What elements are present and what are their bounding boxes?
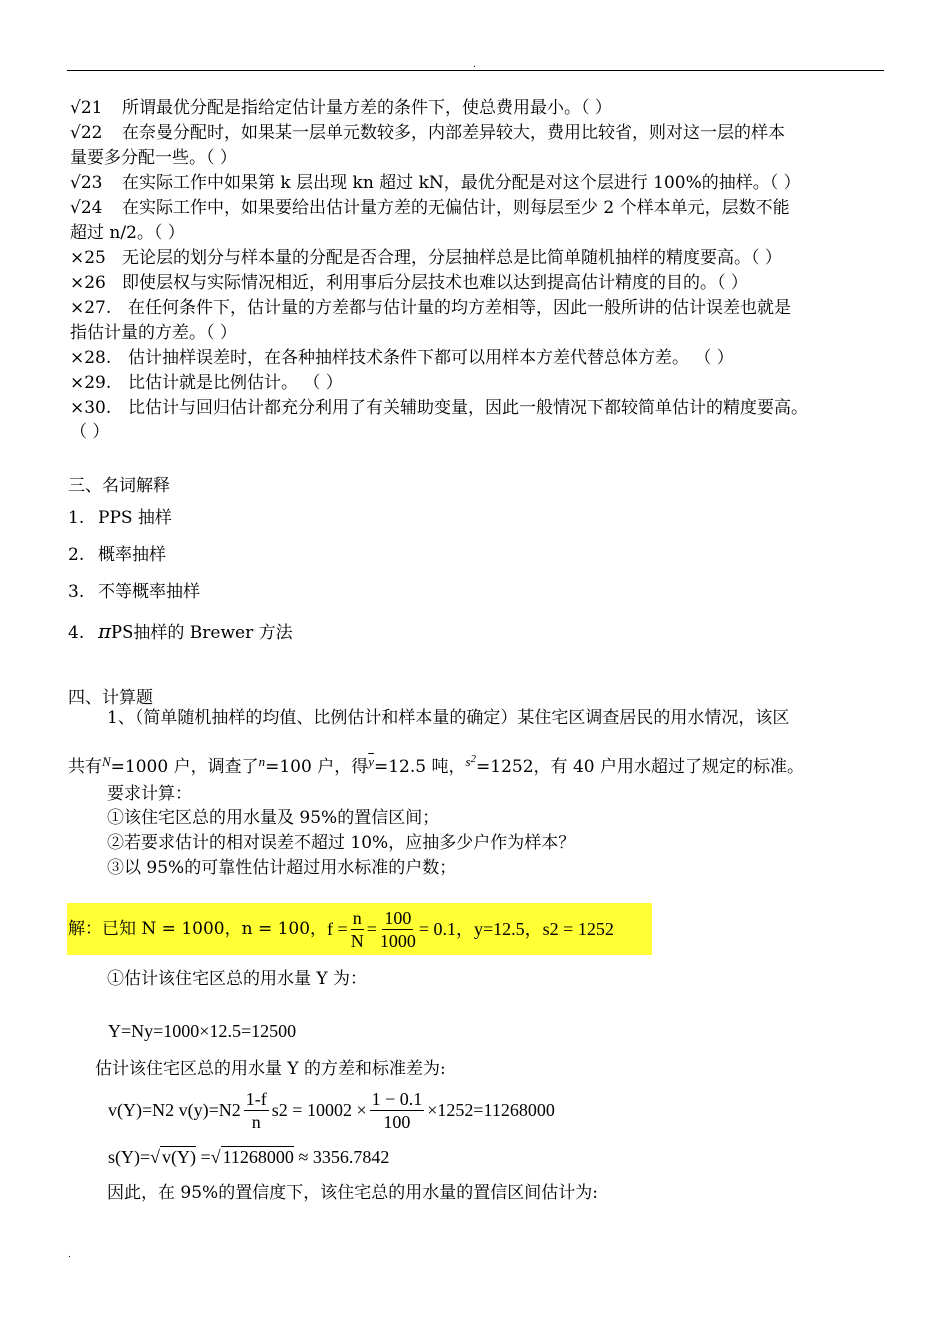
judgement-text: 超过 n/2。（ ） xyxy=(70,223,185,243)
var-ybar: y xyxy=(368,754,374,769)
judgement-line xyxy=(70,347,734,369)
judgement-line xyxy=(70,322,237,344)
page-mark-bottom: . xyxy=(68,1250,71,1260)
term-number: 4. xyxy=(68,623,85,643)
term-text: PPS 抽样 xyxy=(98,508,172,528)
term-number: 1. xyxy=(68,508,85,528)
judgement-mark: √24 xyxy=(70,198,103,218)
judgement-mark: ×30. xyxy=(70,398,112,418)
judgement-mark: ×25 xyxy=(70,248,106,268)
judgement-line xyxy=(70,397,808,419)
judgement-mark: ×26 xyxy=(70,273,106,293)
judgement-line xyxy=(70,97,612,119)
requirement-item: ①该住宅区总的用水量及 95%的置信区间； xyxy=(107,808,440,828)
judgement-line xyxy=(70,297,791,319)
header-rule xyxy=(67,70,884,71)
var-N: N xyxy=(102,754,111,769)
judgement-text: （ ） xyxy=(70,422,110,442)
term-item xyxy=(68,618,293,644)
term-text: 抽样的 Brewer 方法 xyxy=(133,623,293,643)
question-line: 共有$^N$=1000 户，调查了$^n$=100 户，得$^{\overline{y}}$=12.5 吨，$^{s2}$=1252，有 40 户用水超过了规定的标准。 xyxy=(68,753,804,777)
formula-sd: s(Y)=√ v(Y) =√ 11268000 ≈ 3356.7842 xyxy=(108,1147,390,1167)
judgement-line xyxy=(70,197,790,219)
judgement-mark: ×27. xyxy=(70,298,112,318)
term-item xyxy=(68,540,166,565)
ps-text: PS xyxy=(111,621,134,643)
page-mark-top: . xyxy=(473,60,476,70)
solution-line: 解：已知 N = 1000，n = 100， f = $\frac{n}{N}$ = $\frac{100}{1000}$ = 0.1， y=12.5， s2 = 1252 xyxy=(68,907,614,951)
judgement-line xyxy=(70,147,237,169)
var-n: n xyxy=(258,754,266,769)
formula-variance: v(Y)=N2 v(y)=N2 $\frac{1-f}{n}$ s2 = 10002 × $\frac{1 - 0.1}{100}$ ×1252=11268000 xyxy=(108,1088,555,1132)
term-item xyxy=(68,577,200,602)
judgement-text: 量要多分配一些。（ ） xyxy=(70,148,237,168)
judgement-mark: √21 xyxy=(70,98,103,118)
term-item xyxy=(68,503,172,528)
judgement-mark: √22 xyxy=(70,123,103,143)
judgement-text: 即使层权与实际情况相近，利用事后分层技术也难以达到提高估计精度的目的。（ ） xyxy=(122,273,748,293)
requirement-item: ③以 95%的可靠性估计超过用水标准的户数； xyxy=(107,858,457,878)
judgement-line xyxy=(70,222,185,244)
fraction-100-over-1000: $\frac{100}{1000}$ xyxy=(379,907,416,951)
judgement-text: 无论层的划分与样本量的分配是否合理，分层抽样总是比简单随机抽样的精度要高。（ ） xyxy=(122,248,782,268)
judgement-text: 比估计就是比例估计。 （ ） xyxy=(128,373,343,393)
judgement-line xyxy=(70,122,785,144)
variance-title: 估计该住宅区总的用水量 Y 的方差和标准差为: xyxy=(95,1059,446,1079)
judgement-line xyxy=(70,421,109,443)
fraction-n-over-N: $\frac{n}{N}$ xyxy=(350,907,364,951)
term-text: 不等概率抽样 xyxy=(98,582,200,602)
judgement-line xyxy=(70,272,748,294)
judgement-mark: ×29. xyxy=(70,373,112,393)
section4-title: 四、计算题 xyxy=(68,688,153,708)
judgement-line xyxy=(70,172,801,194)
conclusion-line: 因此，在 95%的置信度下，该住宅总的用水量的置信区间估计为: xyxy=(107,1183,598,1203)
judgement-text: 在奈曼分配时，如果某一层单元数较多，内部差异较大，费用比较省，则对这一层的样本 xyxy=(122,123,785,143)
question-line: 1、（简单随机抽样的均值、比例估计和样本量的确定）某住宅区调查居民的用水情况，该区 xyxy=(107,708,790,728)
term-number: 2. xyxy=(68,545,85,565)
judgement-text: 比估计与回归估计都充分利用了有关辅助变量，因此一般情况下都较简单估计的精度要高。 xyxy=(128,398,808,418)
var-s: s xyxy=(465,754,471,769)
judgement-mark: ×28. xyxy=(70,348,112,368)
section3-title: 三、名词解释 xyxy=(68,476,170,496)
formula-total: Y=Ny=1000×12.5=12500 xyxy=(108,1021,297,1041)
judgement-text: 指估计量的方差。（ ） xyxy=(70,323,237,343)
judgement-text: 估计抽样误差时，在各种抽样技术条件下都可以用样本方差代替总体方差。 （ ） xyxy=(128,348,734,368)
solution-prefix: 解：已知 N = 1000，n = 100， xyxy=(68,919,328,939)
judgement-text: 在任何条件下，估计量的方差都与估计量的均方差相等，因此一般所讲的估计误差也就是 xyxy=(128,298,791,318)
judgement-line xyxy=(70,247,782,269)
requirement-item: ②若要求估计的相对误差不超过 10%，应抽多少户作为样本？ xyxy=(107,833,576,853)
judgement-text: 所谓最优分配是指给定估计量方差的条件下，使总费用最小。（ ） xyxy=(122,98,612,118)
judgement-text: 在实际工作中，如果要给出估计量方差的无偏估计，则每层至少 2 个样本单元，层数不能 xyxy=(122,198,790,218)
pi-symbol: π xyxy=(98,619,112,643)
judgement-line xyxy=(70,372,343,394)
judgement-mark: √23 xyxy=(70,173,103,193)
judgement-text: 在实际工作中如果第 k 层出现 kn 超过 kN，最优分配是对这个层进行 100%的抽样。（ ） xyxy=(122,173,801,193)
requirement-title: 要求计算： xyxy=(107,784,192,804)
step1-title: ①估计该住宅区总的用水量 Y 为： xyxy=(107,969,368,989)
term-text: 概率抽样 xyxy=(98,545,166,565)
term-number: 3. xyxy=(68,582,85,602)
